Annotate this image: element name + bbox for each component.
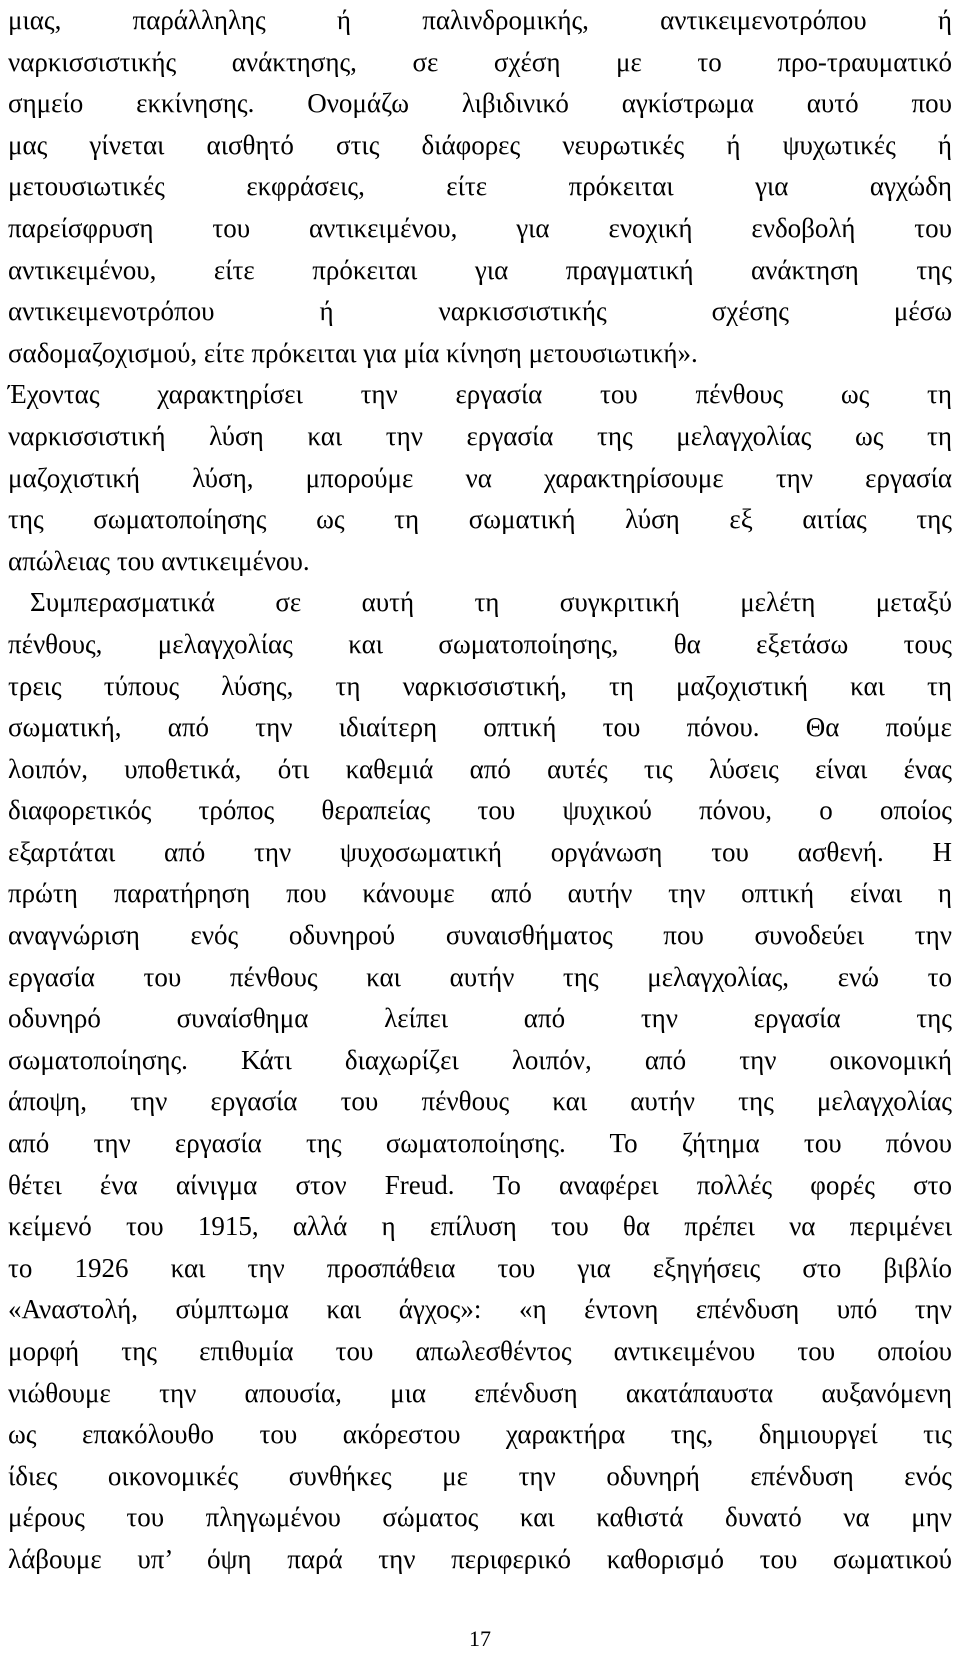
text-line: από την εργασία της σωματοποίησης. Το ζήτημα του πόνου <box>8 1128 952 1159</box>
text-line: μέρους του πληγωμένου σώματος και καθιστά δυνατό να μην <box>8 1502 952 1533</box>
text-line: κείμενό του 1915, αλλά η επίλυση του θα πρέπει να περιμένει <box>8 1211 952 1242</box>
text-line: θέτει ένα αίνιγμα στον Freud. Το αναφέρει πολλές φορές στο <box>8 1169 952 1200</box>
text-line: «Αναστολή, σύμπτωμα και άγχος»: «η έντονη επένδυση υπό την <box>8 1294 952 1325</box>
text-line: εξαρτάται από την ψυχοσωματική οργάνωση του ασθενή. Η <box>8 836 952 867</box>
text-line: σωματοποίησης. Κάτι διαχωρίζει λοιπόν, από την οικονομική <box>8 1044 952 1075</box>
text-line: απώλειας του αντικειμένου. <box>8 545 310 576</box>
text-line: άποψη, την εργασία του πένθους και αυτήν της μελαγχολίας <box>8 1086 952 1117</box>
text-line: Συμπερασματικά σε αυτή τη συγκριτική μελέτη μεταξύ <box>30 587 952 618</box>
text-line: ως επακόλουθο του ακόρεστου χαρακτήρα της, δημιουργεί τις <box>8 1419 952 1450</box>
text-line: μετουσιωτικές εκφράσεις, είτε πρόκειται για αγχώδη <box>8 171 952 202</box>
page-number: 17 <box>469 1626 491 1651</box>
text-line: αντικειμένου, είτε πρόκειται για πραγματική ανάκτηση της <box>8 254 952 285</box>
text-line: λοιπόν, υποθετικά, ότι καθεμιά από αυτές τις λύσεις είναι ένας <box>8 753 952 784</box>
text-line: σαδομαζοχισμού, είτε πρόκειται για μία κίνηση μετουσιωτική». <box>8 337 698 368</box>
text-line: τρεις τύπους λύσης, τη ναρκισσιστική, τη μαζοχιστική και τη <box>8 670 952 701</box>
text-line: ναρκισσιστικής ανάκτησης, σε σχέση με το προ-τραυματικό <box>8 46 952 77</box>
text-line: ίδιες οικονομικές συνθήκες με την οδυνηρή επένδυση ενός <box>8 1460 952 1491</box>
text-line: παρείσφρυση του αντικειμένου, για ενοχική ενδοβολή του <box>8 212 952 243</box>
text-line: μορφή της επιθυμία του απωλεσθέντος αντικειμένου του οποίου <box>8 1336 952 1366</box>
text-line: ναρκισσιστική λύση και την εργασία της μελαγχολίας ως τη <box>8 420 952 451</box>
text-line: πένθους, μελαγχολίας και σωματοποίησης, θα εξετάσω τους <box>8 628 952 659</box>
text-line: νιώθουμε την απουσία, μια επένδυση ακατάπαυστα αυξανόμενη <box>8 1377 952 1408</box>
text-line: αναγνώριση ενός οδυνηρού συναισθήματος που συνοδεύει την <box>8 920 952 951</box>
text-line: διαφορετικός τρόπος θεραπείας του ψυχικού πόνου, ο οποίος <box>8 795 952 826</box>
text-line: λάβουμε υπ’ όψη παρά την περιφερικό καθορισμό του σωματικού <box>8 1543 952 1574</box>
text-line: Έχοντας χαρακτηρίσει την εργασία του πένθους ως τη <box>8 379 952 410</box>
text-line: το 1926 και την προσπάθεια του για εξηγήσεις στο βιβλίο <box>8 1252 952 1283</box>
text-line: της σωματοποίησης ως τη σωματική λύση εξ αιτίας της <box>8 504 952 535</box>
text-line: μιας, παράλληλης ή παλινδρομικής, αντικειμενοτρόπου ή <box>8 5 952 35</box>
text-line: οδυνηρό συναίσθημα λείπει από την εργασία της <box>8 1003 952 1034</box>
text-line: σωματική, από την ιδιαίτερη οπτική του πόνου. Θα πούμε <box>8 712 952 743</box>
text-line: μας γίνεται αισθητό στις διάφορες νευρωτικές ή ψυχωτικές ή <box>8 129 952 160</box>
text-line: αντικειμενοτρόπου ή ναρκισσιστικής σχέσης μέσω <box>8 296 952 327</box>
body-text <box>8 0 952 1581</box>
text-line: πρώτη παρατήρηση που κάνουμε από αυτήν την οπτική είναι η <box>8 878 952 909</box>
text-line: εργασία του πένθους και αυτήν της μελαγχολίας, ενώ το <box>8 961 952 992</box>
text-line: σημείο εκκίνησης. Ονομάζω λιβιδινικό αγκίστρωμα αυτό που <box>8 88 952 119</box>
text-line: μαζοχιστική λύση, μπορούμε να χαρακτηρίσουμε την εργασία <box>8 462 952 493</box>
